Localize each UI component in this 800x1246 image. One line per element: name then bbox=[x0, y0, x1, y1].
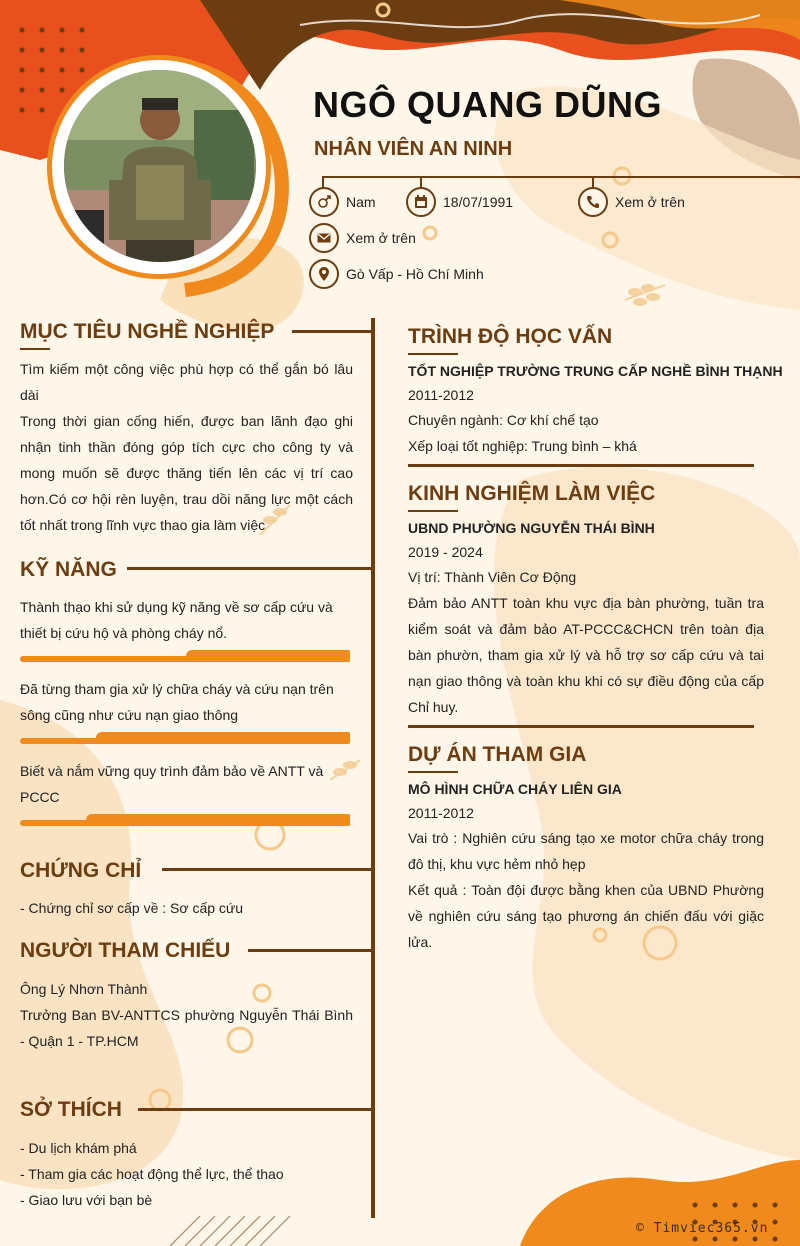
experience-divider bbox=[408, 725, 754, 728]
contact-email bbox=[309, 223, 416, 253]
skills-heading: KỸ NĂNG bbox=[20, 558, 117, 581]
experience-role: Vị trí: Thành Viên Cơ Động bbox=[408, 569, 577, 585]
mail-icon bbox=[309, 223, 339, 253]
job-title: NHÂN VIÊN AN NINH bbox=[314, 138, 513, 160]
location-icon bbox=[309, 259, 339, 289]
gender-value: Nam bbox=[346, 194, 376, 210]
skill-bar-1-fill bbox=[186, 650, 350, 662]
certificates-heading-line bbox=[162, 868, 372, 871]
gender-icon bbox=[309, 187, 339, 217]
project-years: 2011-2012 bbox=[408, 805, 474, 821]
experience-years: 2019 - 2024 bbox=[408, 544, 483, 560]
experience-heading: KINH NGHIỆM LÀM VIỆC bbox=[408, 482, 656, 505]
address-value: Gò Vấp - Hồ Chí Minh bbox=[346, 266, 484, 282]
reference-position: Trưởng Ban BV-ANTTCS phường Nguyễn Thái Bình - Quận 1 - TP.HCM bbox=[20, 1007, 353, 1049]
skill-item-2: Đã từng tham gia xử lý chữa cháy và cứu nạn trên sông cũng như cứu nạn giao thông bbox=[20, 681, 334, 723]
skill-item-1: Thành thạo khi sử dụng kỹ năng về sơ cấp cứu và thiết bị cứu hộ và phòng cháy nổ. bbox=[20, 599, 333, 641]
hobby-item: - Du lịch khám phá bbox=[20, 1140, 137, 1156]
phone-icon bbox=[578, 187, 608, 217]
certificate-item: - Chứng chỉ sơ cấp về : Sơ cấp cứu bbox=[20, 900, 244, 916]
experience-org: UBND PHƯỜNG NGUYỄN THÁI BÌNH bbox=[408, 520, 655, 536]
education-major: Chuyên ngành: Cơ khí chế tạo bbox=[408, 412, 599, 428]
reference-heading-line bbox=[248, 949, 372, 952]
projects-heading: DỰ ÁN THAM GIA bbox=[408, 743, 587, 766]
skills-heading-line bbox=[127, 567, 372, 570]
education-grade: Xếp loại tốt nghiệp: Trung bình – khá bbox=[408, 438, 637, 454]
project-role: Vai trò : Nghiên cứu sáng tạo xe motor chữa cháy trong đô thị, khu vực hẻm nhỏ hẹp bbox=[408, 830, 764, 872]
reference-heading: NGƯỜI THAM CHIẾU bbox=[20, 939, 231, 962]
project-result: Kết quả : Toàn đội được bằng khen của UBND Phường về nghiên cứu sáng tạo phương án chiến đấu với giặc lửa. bbox=[408, 882, 764, 950]
objective-text-2: Trong thời gian cống hiến, được ban lãnh đạo ghi nhận tinh thần đóng góp tích cực cho công ty và mong muốn sẽ được thăng tiến lên các vị trí cao hơn.Có cơ hội rèn luyện, trau dồi năng lực một cách tốt nhất trong lĩnh vực thao gia làm việc bbox=[20, 413, 353, 533]
objective-heading-underline bbox=[20, 348, 50, 350]
calendar-icon bbox=[406, 187, 436, 217]
objective-heading-line bbox=[292, 330, 372, 333]
contact-phone bbox=[578, 187, 685, 217]
education-school: TỐT NGHIỆP TRƯỜNG TRUNG CẤP NGHỀ BÌNH THẠNH bbox=[408, 363, 783, 379]
skill-bar-2-fill bbox=[96, 732, 350, 744]
hobbies-heading: SỞ THÍCH bbox=[20, 1098, 122, 1121]
watermark: © Timviec365.vn bbox=[636, 1221, 769, 1236]
projects-heading-underline bbox=[408, 771, 458, 773]
email-value: Xem ở trên bbox=[346, 230, 416, 246]
avatar-photo bbox=[64, 70, 256, 262]
contact-gender bbox=[309, 187, 376, 217]
skill-bar-3-fill bbox=[86, 814, 350, 826]
certificates-heading: CHỨNG CHỈ bbox=[20, 859, 142, 882]
experience-description: Đảm bảo ANTT toàn khu vực địa bàn phường, tuần tra kiểm soát và đảm bảo AT-PCCC&CHCN trên toàn địa bàn phườn, tham gia xử lý và hỗ trợ sơ cấp cứu và tai nạn giao thông và toàn khu khi có sự điều động của cấp Chỉ huy. bbox=[408, 595, 764, 715]
education-years: 2011-2012 bbox=[408, 387, 474, 403]
column-divider bbox=[371, 318, 375, 1218]
candidate-name: NGÔ QUANG DŨNG bbox=[313, 84, 662, 125]
education-divider bbox=[408, 464, 754, 467]
phone-value: Xem ở trên bbox=[615, 194, 685, 210]
reference-name: Ông Lý Nhơn Thành bbox=[20, 981, 148, 997]
hobby-item: - Giao lưu với bạn bè bbox=[20, 1192, 153, 1208]
hobby-item: - Tham gia các hoạt động thể lực, thể thao bbox=[20, 1166, 284, 1182]
objective-text-1: Tìm kiếm một công việc phù hợp có thể gắn bó lâu dài bbox=[20, 361, 353, 403]
education-heading-underline bbox=[408, 353, 458, 355]
contact-address bbox=[309, 259, 484, 289]
project-name: MÔ HÌNH CHỮA CHÁY LIÊN GIA bbox=[408, 781, 622, 797]
contact-birthday bbox=[406, 187, 513, 217]
objective-heading: MỤC TIÊU NGHỀ NGHIỆP bbox=[20, 320, 275, 343]
hobbies-heading-line bbox=[138, 1108, 372, 1111]
avatar bbox=[64, 70, 256, 262]
birthday-value: 18/07/1991 bbox=[443, 194, 514, 210]
contact-divider bbox=[322, 176, 800, 178]
education-heading: TRÌNH ĐỘ HỌC VẤN bbox=[408, 325, 613, 348]
skill-item-3: Biết và nắm vững quy trình đảm bảo về ANTT và PCCC bbox=[20, 763, 324, 805]
experience-heading-underline bbox=[408, 510, 458, 512]
